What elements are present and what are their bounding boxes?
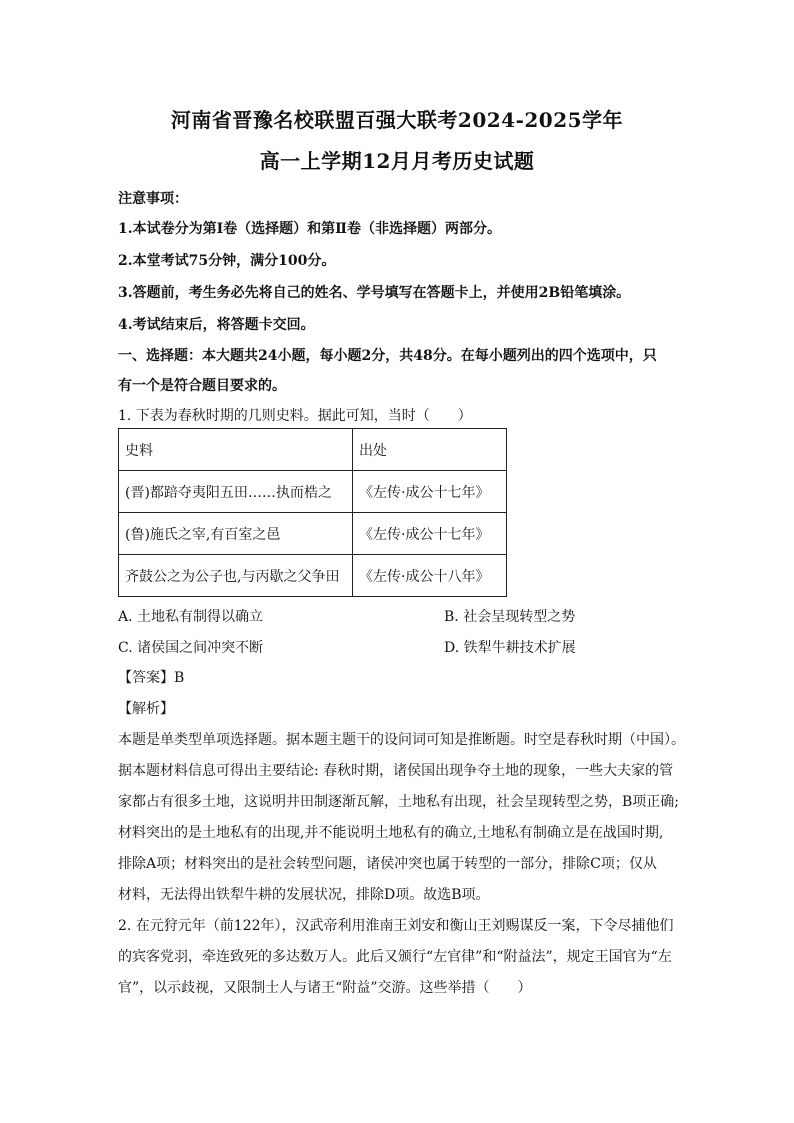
notes-item-2: 2.本堂考试75分钟，满分100分。 — [118, 253, 336, 269]
exam-title-line2: 高一上学期12月月考历史试题 — [259, 149, 535, 173]
notes-item-3: 3.答题前，考生务必先将自己的姓名、学号填写在答题卡上，并使用2B铅笔填涂。 — [118, 285, 631, 301]
notes-item-4: 4.考试结束后，将答题卡交回。 — [118, 317, 315, 333]
question1-answer: 【答案】B — [118, 670, 185, 686]
section1-heading-line1: 一、选择题：本大题共24小题，每小题2分，共48分。在每小题列出的四个选项中，只 — [118, 348, 657, 364]
question1-option-a: A. 土地私有制得以确立 — [118, 609, 264, 625]
analysis-line: 本题是单类型单项选择题。据本题主题干的设问词可知是推断题。时空是春秋时期（中国）。 — [118, 732, 685, 748]
analysis-line: 据本题材料信息可得出主要结论: 春秋时期，诸侯国出现争夺土地的现象，一些大夫家的管 — [118, 763, 674, 779]
analysis-line: 材料，无法得出铁犁牛耕的发展状况，排除D项。故选B项。 — [118, 887, 490, 903]
question1-option-b: B. 社会呈现转型之势 — [444, 609, 576, 625]
table-cell: (晋)都踣夺夷阳五田……执而梏之 — [119, 471, 353, 513]
table-cell: 《左传·成公十七年》 — [353, 471, 507, 513]
table-row — [119, 471, 507, 513]
question1-stem: 1. 下表为春秋时期的几则史料。据此可知，当时（ ） — [118, 408, 472, 424]
section1-heading-line2: 有一个是符合题目要求的。 — [118, 378, 286, 394]
analysis-line: 家都占有很多土地，这说明井田制逐渐瓦解，土地私有出现，社会呈现转型之势，B项正确; — [118, 794, 680, 810]
question2-line: 2. 在元狩元年（前122年），汉武帝利用淮南王刘安和衡山王刘赐谋反一案，下令尽捕他们 — [118, 918, 674, 934]
table-cell: 《左传·成公十八年》 — [353, 555, 507, 597]
table-cell: 齐鼓公之为公子也,与丙歇之父争田 — [119, 555, 353, 597]
question2-line: 官”，以示歧视，又限制士人与诸王“附益”交游。这些举措（ ） — [118, 980, 532, 996]
table-cell: 《左传·成公十七年》 — [353, 513, 507, 555]
table-row — [119, 513, 507, 555]
notes-heading: 注意事项： — [118, 191, 188, 207]
question2-line: 的宾客党羽，牵连致死的多达数万人。此后又颁行“左官律”和“附益法”，规定王国官为“左 — [118, 949, 672, 965]
table-header-cell: 史料 — [119, 429, 353, 471]
table-header-row — [119, 429, 507, 471]
table-cell: (鲁)施氏之宰,有百室之邑 — [119, 513, 353, 555]
question1-table — [118, 428, 507, 597]
question1-option-c: C. 诸侯国之间冲突不断 — [118, 640, 264, 656]
table-header-cell: 出处 — [353, 429, 507, 471]
question1-analysis-label: 【解析】 — [118, 701, 174, 717]
analysis-line: 材料突出的是土地私有的出现,并不能说明土地私有的确立,土地私有制确立是在战国时期, — [118, 825, 664, 841]
exam-title-line1: 河南省晋豫名校联盟百强大联考2024-2025学年 — [170, 108, 624, 132]
analysis-line: 排除A项；材料突出的是社会转型问题，诸侯冲突也属于转型的一部分，排除C项；仅从 — [118, 856, 657, 872]
table-row — [119, 555, 507, 597]
notes-item-1: 1.本试卷分为第Ⅰ卷（选择题）和第Ⅱ卷（非选择题）两部分。 — [118, 221, 501, 237]
question1-option-d: D. 铁犁牛耕技术扩展 — [444, 640, 576, 656]
